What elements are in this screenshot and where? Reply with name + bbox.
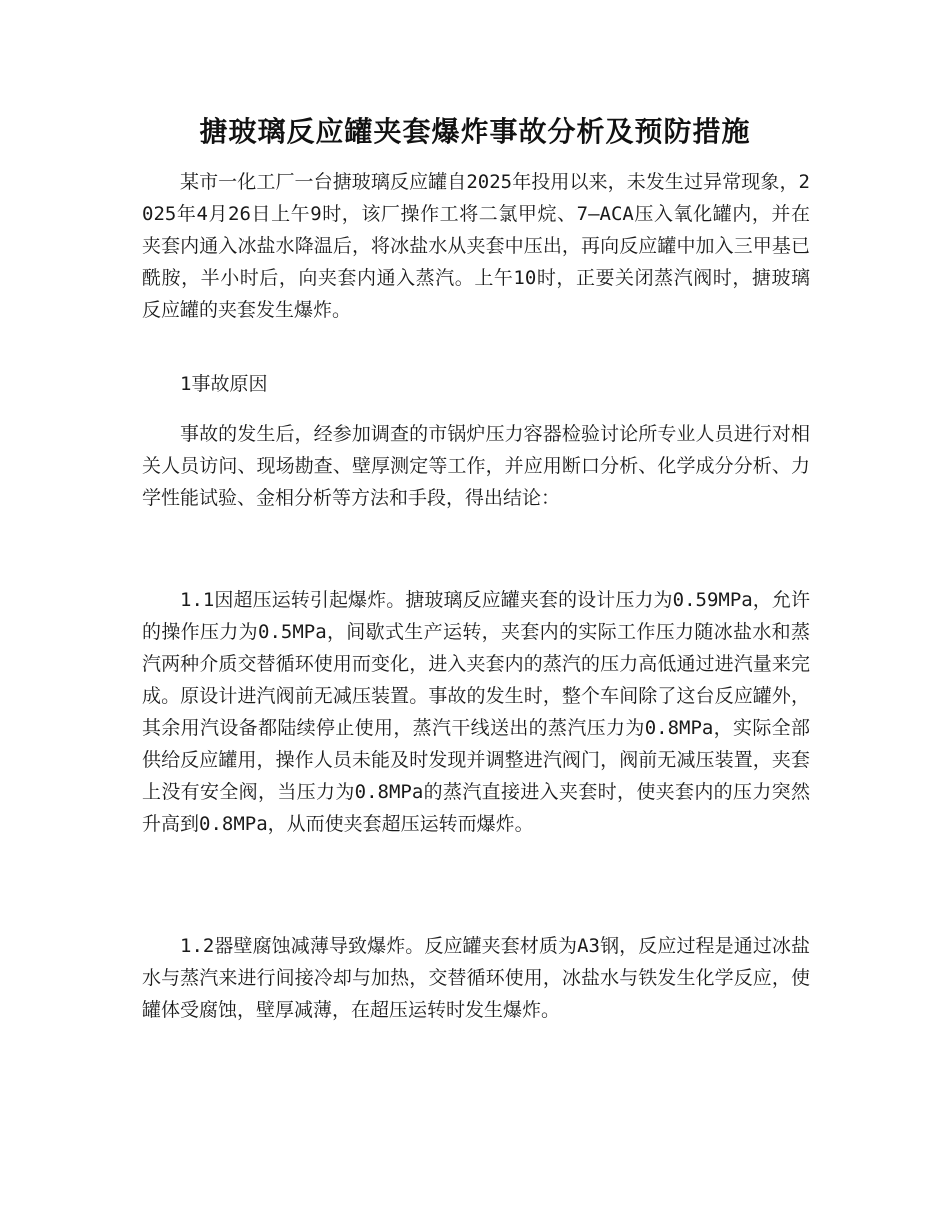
paragraph-investigation: 事故的发生后，经参加调查的市锅炉压力容器检验讨论所专业人员进行对相关人员访问、现场勘查、壁厚测定等工作，并应用断口分析、化学成分分析、力学性能试验、金相分析等方法和手段，得出结论： xyxy=(142,423,810,509)
paragraph-incident-description: 某市一化工厂一台搪玻璃反应罐自2025年投用以来，未发生过异常现象，2025年4月26日上午9时，该厂操作工将二氯甲烷、7—ACA压入氧化罐内，并在夹套内通入冰盐水降温后，将冰盐水从夹套中压出，再向反应罐中加入三甲基已酰胺，半小时后，向夹套内通入蒸汽。上午10时，正要关闭蒸汽阀时，搪玻璃反应罐的夹套发生爆炸。 xyxy=(142,171,810,321)
paragraph-cause-overpressure: 1.1因超压运转引起爆炸。搪玻璃反应罐夹套的设计压力为0.59MPa，允许的操作压力为0.5MPa，间歇式生产运转，夹套内的实际工作压力随冰盐水和蒸汽两种介质交替循环使用而变化，进入夹套内的蒸汽的压力高低通过进汽量来完成。原设计进汽阀前无减压装置。事故的发生时，整个车间除了这台反应罐外，其余用汽设备都陆续停止使用，蒸汽干线送出的蒸汽压力为0.8MPa，实际全部供给反应罐用，操作人员未能及时发现并调整进汽阀门，阀前无减压装置，夹套上没有安全阀，当压力为0.8MPa的蒸汽直接进入夹套时，使夹套内的压力突然升高到0.8MPa，从而使夹套超压运转而爆炸。 xyxy=(142,589,810,835)
paragraph-cause-corrosion: 1.2器壁腐蚀减薄导致爆炸。反应罐夹套材质为A3钢，反应过程是通过冰盐水与蒸汽来进行间接冷却与加热，交替循环使用，冰盐水与铁发生化学反应，使罐体受腐蚀，壁厚减薄，在超压运转时发生爆炸。 xyxy=(142,935,810,1021)
section-heading-accident-cause: 1事故原因 xyxy=(180,373,268,395)
document-title: 搪玻璃反应罐夹套爆炸事故分析及预防措施 xyxy=(199,115,751,148)
